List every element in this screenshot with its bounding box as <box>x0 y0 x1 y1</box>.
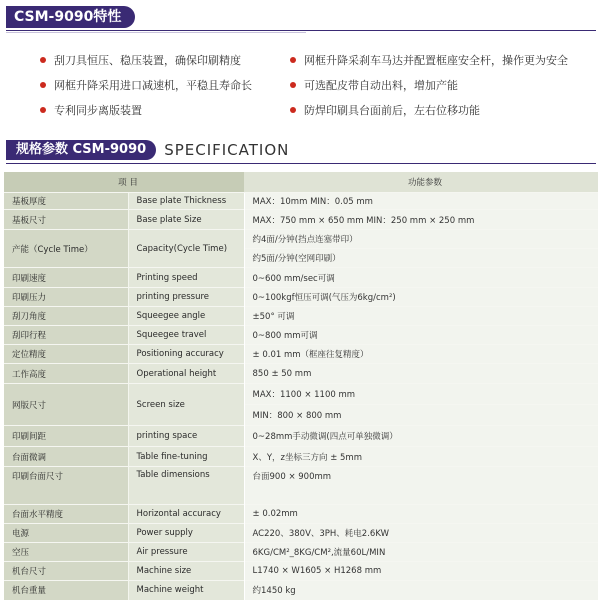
row-en: printing space <box>128 426 244 447</box>
row-val: 约1450 kg <box>244 581 598 600</box>
row-val: X、Y，z坐标三方向 ± 5mm <box>244 447 598 467</box>
features-divider <box>6 30 596 31</box>
row-en: Operational height <box>128 364 244 384</box>
row-en: Capacity(Cycle Time) <box>128 230 244 268</box>
row-cn: 空压 <box>4 543 128 562</box>
row-val: 约4面/分钟(挡点连塞带印） <box>244 230 598 249</box>
spec-header <box>6 140 289 160</box>
row-en: Printing speed <box>128 268 244 288</box>
col-func-header: 功能参数 <box>244 172 598 193</box>
spec-divider <box>6 163 596 164</box>
row-val-2: 约5面/分钟(空网印刷） <box>244 249 598 268</box>
features-title: CSM-9090特性 <box>6 6 135 28</box>
row-cn: 印刷间距 <box>4 426 128 447</box>
row-cn: 基板尺寸 <box>4 210 128 230</box>
spec-title: 规格参数 CSM-9090 <box>6 140 156 160</box>
col-item-header: 项 目 <box>4 172 244 193</box>
row-cn: 定位精度 <box>4 345 128 364</box>
row-en: Machine weight <box>128 581 244 600</box>
bullet-icon <box>290 82 296 88</box>
feature-item: 可选配皮带自动出料，增加产能 <box>290 77 458 93</box>
spec-table <box>4 172 598 600</box>
row-en: Air pressure <box>128 543 244 562</box>
row-val: 0~600 mm/sec可调 <box>244 268 598 288</box>
feature-item: 网框升降采刹车马达并配置框座安全杆，操作更为安全 <box>290 52 568 68</box>
row-en: Power supply <box>128 524 244 543</box>
row-val: 0~28mm手动微调(四点可单独微调） <box>244 426 598 447</box>
table-row <box>4 288 598 307</box>
table-row <box>4 384 598 405</box>
feature-item: 专利同步离版装置 <box>40 102 142 118</box>
table-row <box>4 524 598 543</box>
table-row <box>4 467 598 505</box>
row-val: ± 0.01 mm（框座往复精度） <box>244 345 598 364</box>
row-en: Squeegee angle <box>128 307 244 326</box>
table-row <box>4 307 598 326</box>
row-val: MAX：1100 × 1100 mm <box>244 384 598 405</box>
table-row <box>4 210 598 230</box>
table-row <box>4 543 598 562</box>
table-row <box>4 581 598 600</box>
row-cn: 电源 <box>4 524 128 543</box>
table-row <box>4 326 598 345</box>
row-cn: 台面水平精度 <box>4 505 128 524</box>
row-val: MAX：750 mm × 650 mm MIN：250 mm × 250 mm <box>244 210 598 230</box>
row-en: Horizontal accuracy <box>128 505 244 524</box>
row-en: printing pressure <box>128 288 244 307</box>
row-cn: 印刷速度 <box>4 268 128 288</box>
row-en: Squeegee travel <box>128 326 244 345</box>
row-cn: 网版尺寸 <box>4 384 128 426</box>
row-cn: 刮印行程 <box>4 326 128 345</box>
row-en: Table dimensions <box>128 467 244 505</box>
row-en: Base plate Size <box>128 210 244 230</box>
row-cn: 工作高度 <box>4 364 128 384</box>
feature-item: 刮刀具恒压、稳压装置，确保印刷精度 <box>40 52 241 68</box>
spec-subtitle: SPECIFICATION <box>164 141 290 159</box>
row-en: Machine size <box>128 562 244 581</box>
row-val: 850 ± 50 mm <box>244 364 598 384</box>
table-row <box>4 345 598 364</box>
table-row <box>4 562 598 581</box>
row-cn: 机台尺寸 <box>4 562 128 581</box>
table-row <box>4 426 598 447</box>
row-val-2: MIN：800 × 800 mm <box>244 405 598 426</box>
row-en: Table fine-tuning <box>128 447 244 467</box>
table-row <box>4 230 598 249</box>
bullet-icon <box>290 57 296 63</box>
spec-header-row <box>4 172 598 193</box>
table-row <box>4 268 598 288</box>
row-en: Base plate Thickness <box>128 193 244 210</box>
row-val: 6KG/CM²_8KG/CM²,流量60L/MIN <box>244 543 598 562</box>
row-cn: 印刷台面尺寸 <box>4 467 128 505</box>
feature-item: 防焊印刷具台面前后，左右位移功能 <box>290 102 480 118</box>
row-val: 0~100kgf恒压可调(气压为6kg/cm²) <box>244 288 598 307</box>
table-row <box>4 505 598 524</box>
row-cn: 台面微调 <box>4 447 128 467</box>
features-header <box>6 6 135 28</box>
bullet-icon <box>290 107 296 113</box>
table-row <box>4 364 598 384</box>
features-divider-light <box>6 32 306 33</box>
row-val: MAX：10mm MIN：0.05 mm <box>244 193 598 210</box>
row-cn: 产能（Cycle Time） <box>4 230 128 268</box>
table-row <box>4 193 598 210</box>
row-en: Positioning accuracy <box>128 345 244 364</box>
row-val: AC220、380V、3PH、耗电2.6KW <box>244 524 598 543</box>
row-val: ± 0.02mm <box>244 505 598 524</box>
bullet-icon <box>40 82 46 88</box>
row-cn: 机台重量 <box>4 581 128 600</box>
row-val: 台面900 × 900mm <box>244 467 598 505</box>
bullet-icon <box>40 57 46 63</box>
row-val: ±50° 可调 <box>244 307 598 326</box>
row-cn: 刮刀角度 <box>4 307 128 326</box>
feature-item: 网框升降采用进口减速机，平稳且寿命长 <box>40 77 252 93</box>
row-val: 0~800 mm可调 <box>244 326 598 345</box>
row-cn: 基板厚度 <box>4 193 128 210</box>
row-en: Screen size <box>128 384 244 426</box>
bullet-icon <box>40 107 46 113</box>
row-val: L1740 × W1605 × H1268 mm <box>244 562 598 581</box>
table-row <box>4 447 598 467</box>
row-cn: 印刷压力 <box>4 288 128 307</box>
